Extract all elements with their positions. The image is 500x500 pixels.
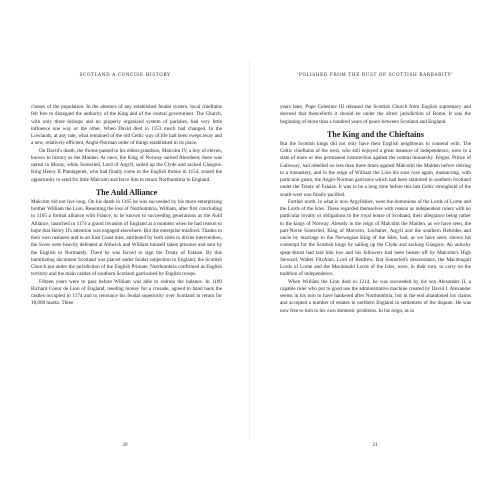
right-page-number: 21 [372,443,378,448]
section-heading-king-chieftains: The King and the Chieftains [327,129,424,139]
right-page [250,0,500,500]
left-page-number: 20 [122,443,128,448]
left-running-head: SCOTLAND A CONCISE HISTORY [79,73,171,78]
left-paragraph-3: Malcolm did not live long. On his death in 1165 he was succeeded by his more enterprising brother William the Lion. Resenting the loss of Northumbria, William, after first concluding in 1165 a formal alliance with France, to be known to succeeding generations as the Auld Alliance, launched in 1174 a grand invasion of England at a moment when he had reason to hope that Henry II's attention was engaged elsewhere. But the enterprise misfired. Thanks to their own rashness and to an East Coast mist, attributed by both sides to divine intervention, the Scots were heavily defeated at Alnwick and William himself taken prisoner and sent by the English to Normandy. There he was forced to sign the Treaty of Falaise. By this humiliating document Scotland was placed under feudal subjection to England, the Scottish Church put under the jurisdiction of the English Primate, Northumbria confirmed as English territory and the main castles of southern Scotland garrisoned by English troops. [31,198,222,278]
right-text-block [280,104,471,315]
left-text-block [31,104,222,308]
left-paragraph-1: classes of the population. In the absence of any established feudal system, local chieftains felt free to disregard the authority of the King and of the central government. The Church, with only three bishops and no properly organized system of parishes, had very little influence one way or the other. When David died in 1153 much had changed. In the Lowlands, at any rate, what remained of the old Celtic way of life had been swept away and a new, relatively efficient, Anglo-Norman order of things established in its place. [31,104,222,147]
right-paragraph-4: When William the Lion died in 1214, he was succeeded by his son Alexander II, a capable ruler who put to good use the administrative machine created by David I. Alexander seems in his turn to have hankered after Northumbria, but in the end abandoned his claims and accepted a number of estates in northern England in settlement of the dispute. He was now free to turn to his own domestic problems. In his reign, as in [280,278,471,314]
right-running-head: 'POLISHED FROM THE RUST OF SCOTTISH BARBARITY' [297,73,453,78]
section-heading-auld-alliance: The Auld Alliance [95,187,158,197]
left-paragraph-4: Fifteen years were to pass before William was able to redress the balance. In 1189 Richard Coeur de Lion of England, needing money for a crusade, agreed to hand back the castles occupied in 1174 and to renounce his feudal superiority over Scotland in return for 10,000 marks. Three [31,278,222,307]
right-paragraph-3: Further north, in what is now Argyllshire, were the dominions of the Lords of Lorne and the Lords of the Isles. These regarded themselves with reason as independent rulers with no particular loyalty or obligations to the royal house of Scotland, their allegiance being rather to the kings of Norway. Already in the reign of Malcolm the Maiden, as we have seen, the part-Norse Somerled, King of Morvern, Lochaber, Argyll and the southern Hebrides and uncle by marriage to the Norwegian King of the Isles, had, as we have seen, shown his contempt for the Scottish kings by sailing up the Clyde and sacking Glasgow. An unlucky spear-thrust had laid him low and his followers had been beaten off by Malcolm's High Steward, Walter FitzAlan, Lord of Renfrew. But Somerled's descendants, the Macdougall Lords of Lorne and the Macdonald Lords of the Isles, were, in their turn, to carry on the tradition of independence. [280,198,471,278]
right-paragraph-1: years later, Pope Celestine III released the Scottish Church from English supremacy and decreed that thenceforth it should be under the direct jurisdiction of Rome. It was the beginning of more than a hundred years of peace between Scotland and England. [280,104,471,125]
right-paragraph-2: But the Scottish kings did not only have their English neighbours to contend with. The Celtic chieftains of the west, who still enjoyed a great measure of independence, were in a state of more or less permanent insurrection against the central monarchy. Fergus, Prince of Galloway, had rebelled no less than three times against Malcolm the Maiden before retiring to a monastery, and in the reign of William the Lion his sons rose again, massacring, with particular gusto, the Anglo-Norman garrisons which had been stationed in southern Scotland under the Treaty of Falaise. It was to be a long time before this last Celtic stronghold of the south-west was finally pacified. [280,140,471,198]
left-paragraph-2: On David's death, the throne passed to his eldest grandson, Malcolm IV, a boy of eleven, known to history as the Maiden. At once, the King of Norway sacked Aberdeen; there was unrest in Moray, while Somerled, Lord of Argyll, sailed up the Clyde and sacked Glasgow. King Henry II Plantagenet, who had finally come to the English throne in 1154, seized the opportunity to send for little Malcolm and force him to return Northumbria to England. [31,147,222,183]
